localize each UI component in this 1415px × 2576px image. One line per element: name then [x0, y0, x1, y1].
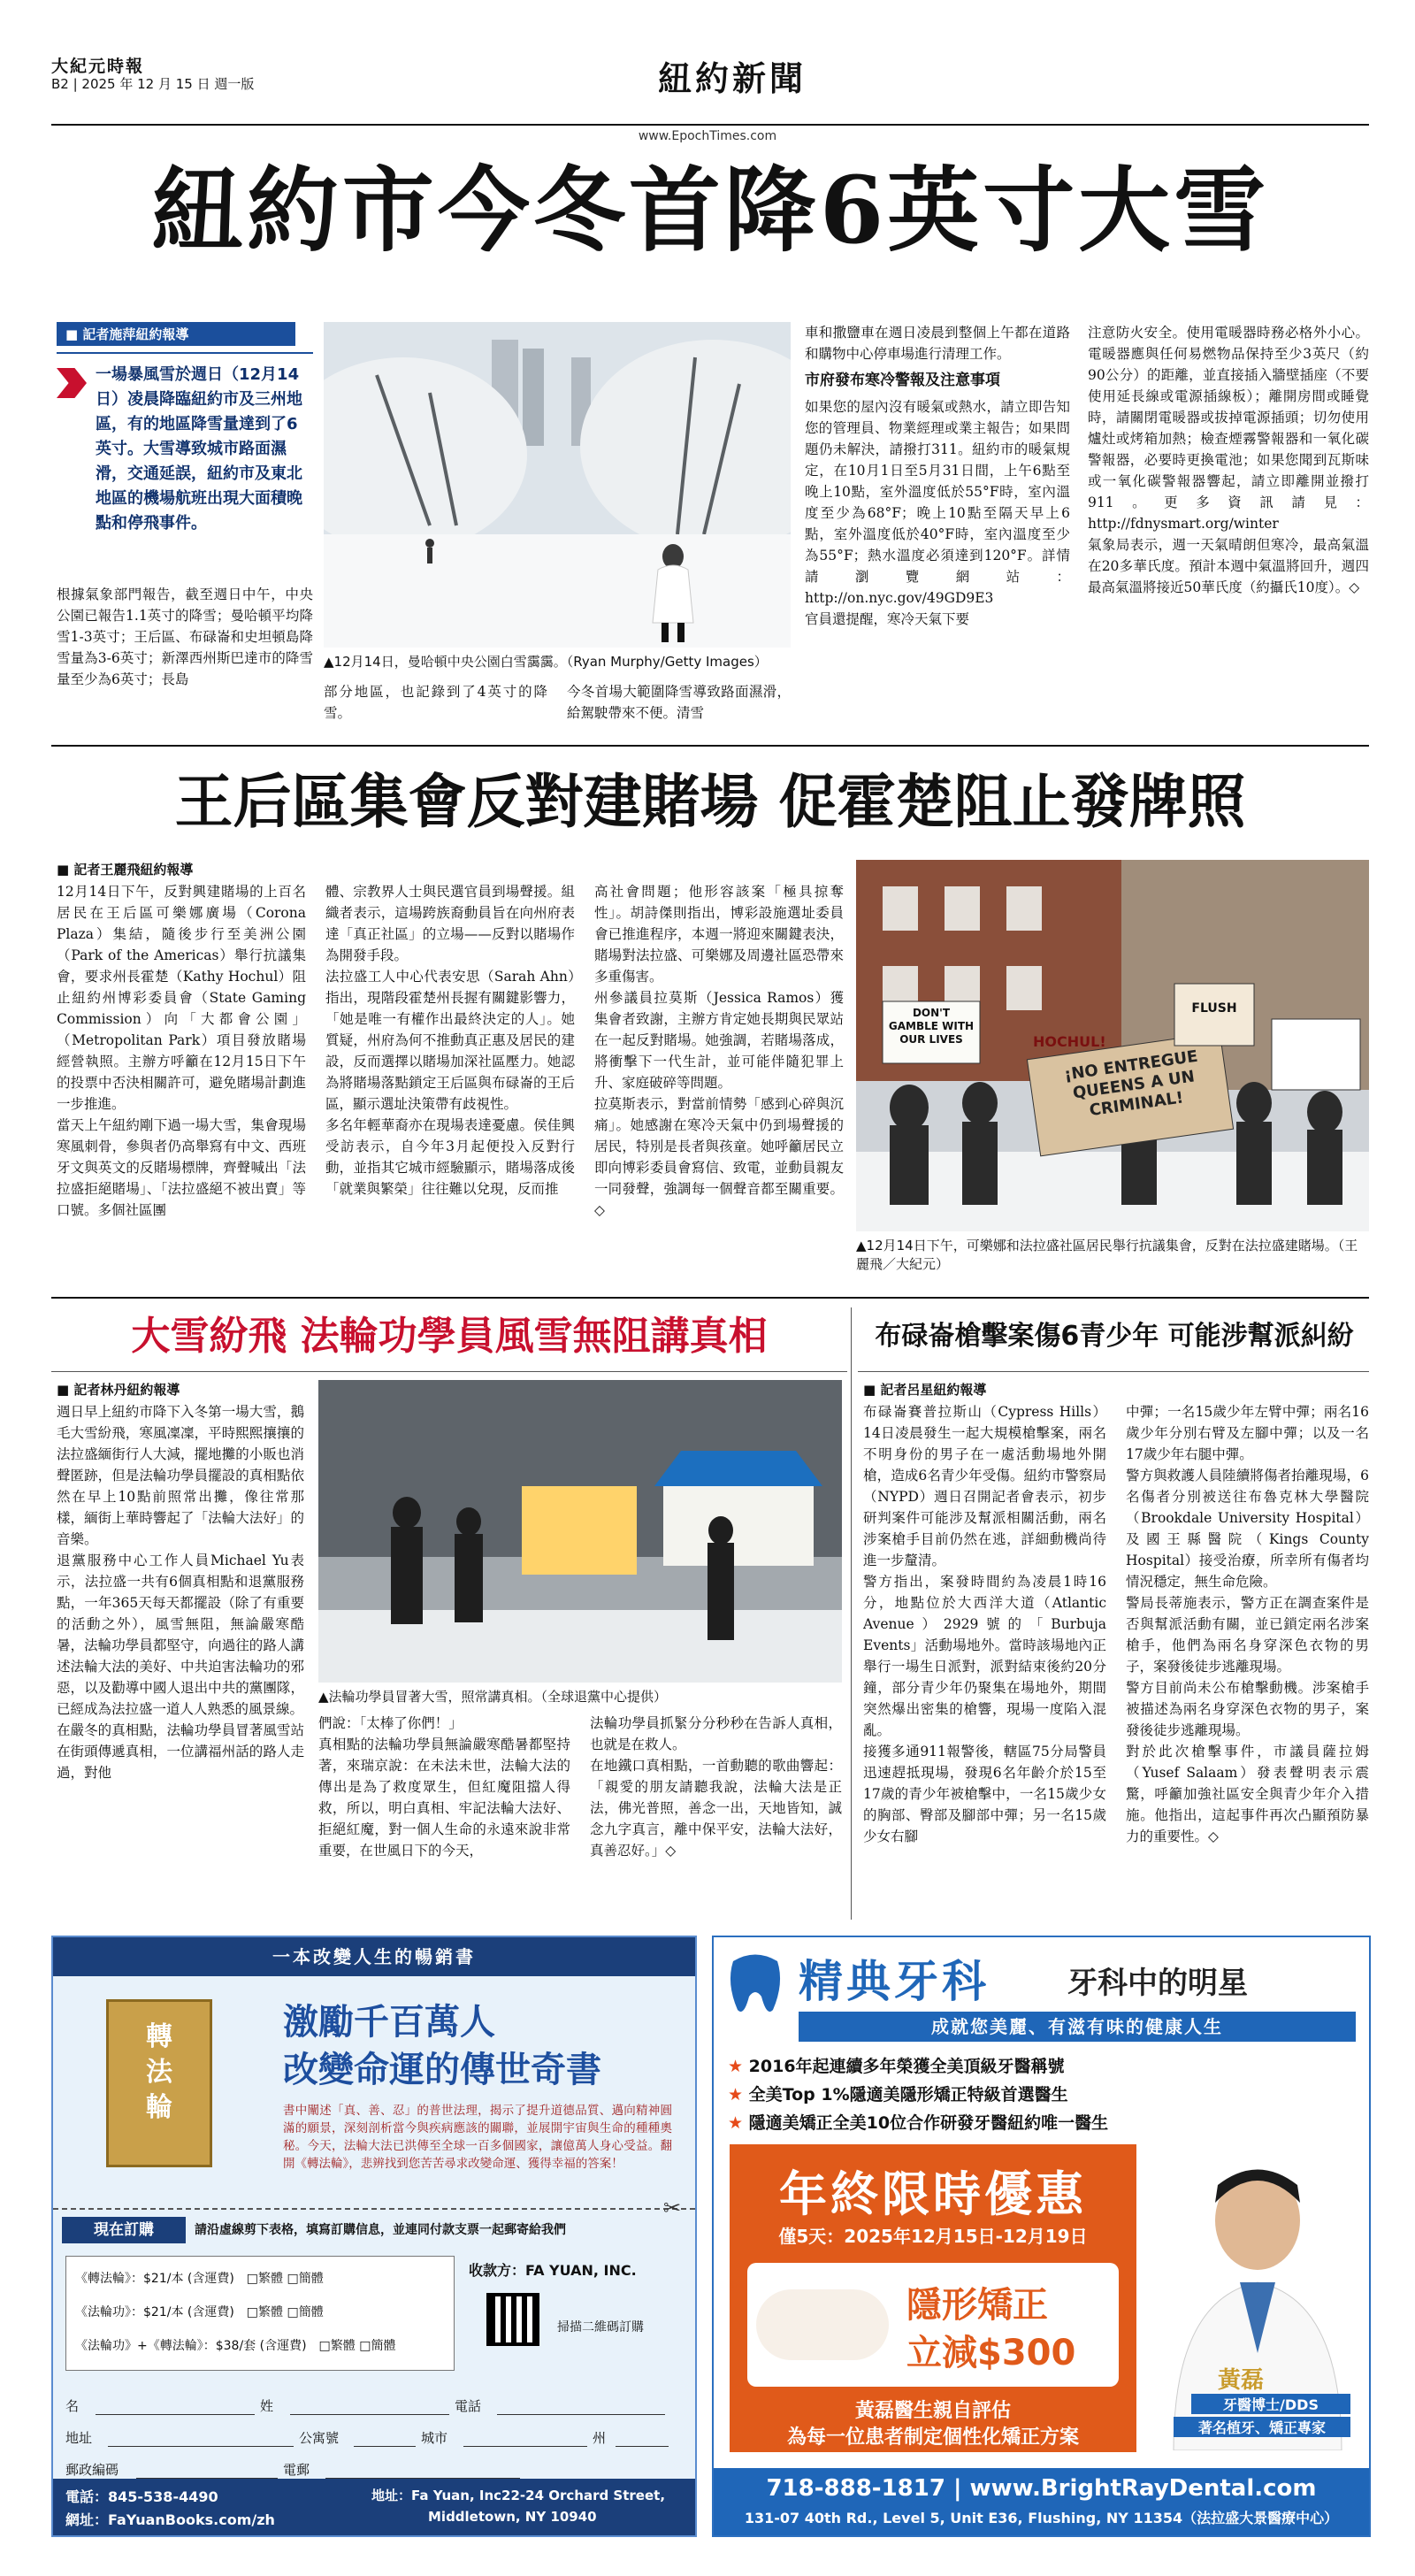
apt-field[interactable] [354, 2429, 416, 2447]
sign-3: ¡NO ENTREGUE QUEENS A UN CRIMINAL! [1062, 1046, 1199, 1121]
order-item-1[interactable]: 《轉法輪》：$21/本 (含運費) □繁體 □簡體 [75, 2272, 324, 2286]
last-name-field[interactable] [290, 2397, 449, 2415]
story1-photo-caption: ▲12月14日，曼哈頓中央公園白雪靄靄。（Ryan Murphy/Getty Images） [324, 654, 768, 670]
order-label: 現在訂購 [62, 2217, 186, 2243]
scissors-icon: ✂ [663, 2196, 682, 2220]
page-info: B2 | 2025 年 12 月 15 日 週一版 [51, 76, 255, 92]
phone-field[interactable] [497, 2397, 665, 2415]
story2-photo-caption: ▲12月14日下午，可樂娜和法拉盛社區居民舉行抗議集會，反對在法拉盛建賭場。（王麗飛／大紀元） [856, 1238, 1358, 1272]
assess-line2: 為每一位患者制定個性化矯正方案 [786, 2426, 1079, 2449]
address-field[interactable] [108, 2429, 294, 2447]
story1-col2: 部分地區，也記錄到了4英寸的降雪。 [324, 684, 547, 721]
book-ad-banner: 一本改變人生的暢銷書 [53, 1937, 695, 1976]
story1-col4 [805, 322, 1070, 731]
story2-headline: 王后區集會反對建賭場 促霍楚阻止發牌照 [174, 768, 1246, 836]
story2-col1: 12月14日下午，反對興建賭場的上百名居民在王后區可樂娜廣場（Corona Plaza）集結，隨後步行至美洲公園（Park of the Americas）舉行抗議集會，要求州長霍楚（Kathy Hochul）阻止紐約州博彩委員會（State Gaming Commission）向「大都會公園」（Metropolitan Park）項目發放賭場經營執照。主辦方呼籲在12月15日下午的投票中否決相關許可，避免賭場計劃進一步推進。 當天上午紐約剛下過一場大雪，集會現場寒風刺骨，參與者仍高舉寫有中文、西班牙文與英文的反賭場標牌，齊聲喊出「法拉盛拒絕賭場」、「法拉盛絕不被出賣」等口號。多個社區團 [57, 884, 306, 1218]
doctor-title2: 著名植牙、矯正專家 [1174, 2417, 1350, 2437]
doctor-photo [1156, 2150, 1359, 2450]
order-item-3[interactable]: 《法輪功》+《轉法輪》：$38/套 (含運費) □繁體 □簡體 [75, 2339, 396, 2353]
story1-subhead: 市府發布寒冷警報及注意事項 [805, 372, 1000, 389]
lede-arrow-icon [57, 368, 87, 398]
story3-col3: 法輪功學員抓緊分分秒秒在告訴人真相，也就是在救人。 在地鐵口真相點，一首動聽的歌曲響起：「親愛的朋友請聽我說，法輪大法是正法，佛光普照，善念一出，天地皆知，誠念九字真言，離中保平安，法輪大法好，真善忍好。」◇ [590, 1715, 842, 1859]
story4-col1: 布碌崙賽普拉斯山（Cypress Hills）14日凌晨發生一起大規模槍擊案，兩名不明身份的男子在一處活動場地外開槍，造成6名青少年受傷。紐約市警察局（NYPD）週日召開記者會表示，初步研判案件可能涉及幫派相關活動，兩名涉案槍手目前仍然在逃，詳細動機尚待進一步釐清。 警方指出，案發時間約為凌晨1時16分，地點位於大西洋大道（Atlantic Avenue）2929號的「Burbuja Events」活動場地外。當時該場地內正舉行一場生日派對，派對結束後約20分鐘，部分青少年仍聚集在場地外，期間突然爆出密集的槍響，現場一度陷入混亂。 接獲多通911報警後，轄區75分局警員迅速趕抵現場，發現6名年齡介於15至17歲的青少年被槍擊中，一名15歲少女的胸部、臀部及腳部中彈；另一名15歲少女右腳 [863, 1404, 1106, 1844]
offer-box [747, 2263, 1119, 2387]
story1-headline: 紐約市今冬首降6英寸大雪 [150, 156, 1270, 264]
order-item-2[interactable]: 《法輪功》：$21/本 (含運費) □繁體 □簡體 [75, 2305, 324, 2319]
book-ad-address1: 地址：Fa Yuan, Inc22-24 Orchard Street, [371, 2488, 666, 2503]
book-ad-title2: 改變命運的傳世奇書 [283, 2049, 601, 2090]
story3-byline: ■ 記者林丹紐約報導 [57, 1382, 180, 1398]
story4-rule [858, 1371, 1369, 1372]
newspaper-brand: 大紀元時報 [51, 57, 145, 76]
star-icon: ★ [728, 2085, 749, 2104]
dental-point-2: 全美Top 1%隱適美隱形矯正特級首選醫生 [748, 2085, 1068, 2104]
dental-point-3: 隱適美矯正全美10位合作研發牙醫紐約唯一醫生 [748, 2113, 1109, 2133]
story1-col5-wrap [1088, 322, 1369, 731]
book-ad-title1: 激勵千百萬人 [283, 2001, 495, 2043]
story1-col3: 今冬首場大範圍降雪導致路面濕滑，給駕駛帶來不便。清雪 [567, 684, 791, 721]
story4-col2: 中彈；一名15歲少年左臂中彈；兩名16歲少年分別右臂及左腳中彈；以及一名17歲少年右腿中彈。 警方與救護人員陸續將傷者抬離現場，6名傷者分別被送往布魯克林大學醫院（Brookdale University Hospital）及國王縣醫院（Kings County Hospital）接受治療，所幸所有傷者均情況穩定，無生命危險。 警局長蒂施表示，警方正在調查案件是否與幫派活動有關，並已鎖定兩名涉案槍手，他們為兩名身穿深色衣物的男子，案發後徒步逃離現場。 警方目前尚未公布槍擊動機。涉案槍手被描述為兩名身穿深色衣物的男子，案發後徒步逃離現場。 對於此次槍擊事件，市議員薩拉姆（Yusef Salaam）發表聲明表示震驚，呼籲加強社區安全與青少年介入措施。他指出，這起事件再次凸顯預防暴力的重要性。◇ [1126, 1404, 1369, 1844]
dental-ad [712, 1936, 1371, 2537]
story2-col3: 高社會問題；他形容該案「極具掠奪性」。胡詩傑則指出，博彩設施選址委員會已推進程序，本週一將迎來關鍵表決，賭場對法拉盛、可樂娜及周邊社區恐帶來多重傷害。 州參議員拉莫斯（Jessica Ramos）獲集會者致謝，主辦方肯定她長期與民眾站在一起反對賭場。她強調，若賭場落成，將衝擊下一代生計，並可能伴隨犯罪上升、家庭破碎等問題。 拉莫斯表示，對當前情勢「感到心碎與沉痛」。她感謝在寒冷天氣中仍到場聲援的居民，特別是長者與孩童。她呼籲居民立即向博彩委員會寫信、致電，並動員親友一同發聲，強調每一個聲音都至關重要。◇ [594, 884, 844, 1218]
snow-scene-illustration [324, 322, 791, 648]
section-title: 紐約新聞 [657, 58, 807, 98]
promo-box [730, 2144, 1136, 2452]
story4-headline: 布碌崙槍擊案傷6青少年 可能涉幫派糾紛 [875, 1321, 1354, 1352]
dental-points [728, 2052, 1347, 2137]
promo-dates: 僅5天：2025年12月15日-12月19日 [778, 2226, 1088, 2247]
header-rule [51, 124, 1369, 126]
book-ad-web[interactable]: 網址：FaYuanBooks.com/zh [65, 2511, 275, 2528]
qr-code-icon[interactable] [486, 2293, 539, 2346]
field-label-zip: 郵政編碼 [65, 2462, 119, 2478]
story3-col2: 們說：「太棒了你們！」 真相點的法輪功學員無論嚴寒酷暑都堅持著，來瑞京說：在未法未世，法輪大法的傳出是為了救度眾生，但紅魔阻擋人得救，所以，明白真相、牢記法輪大法好、拒絕紅魔，對一個人生命的永遠來說非常重要，在世風日下的今天， [318, 1715, 570, 1859]
cut-line [53, 2208, 695, 2210]
book-ad-phone: 電話：845-538-4490 [65, 2488, 218, 2505]
field-label-last: 姓 [260, 2398, 274, 2414]
story1-lede: 一場暴風雪於週日（12月14日）凌晨降臨紐約市及三州地區，有的地區降雪量達到了6英寸。大雪導致城市路面濕滑，交通延誤，紐約市及東北地區的機場航班出現大面積晚點和停飛事件。 [96, 365, 302, 533]
field-label-phone: 電話 [455, 2398, 482, 2414]
story3-rule [51, 1371, 847, 1372]
field-label-city: 城市 [421, 2430, 448, 2446]
story2-col2: 體、宗教界人士與民選官員到場聲援。組織者表示，這場跨族裔動員旨在向州府表達「真正社區」的立場——反對以賭場作為開發手段。 法拉盛工人中心代表安思（Sarah Ahn）指出，現階段霍楚州長握有關鍵影響力，「她是唯一有權作出最終決定的人」。她質疑，州府為何不推動真正惠及居民的建設，反而選擇以賭場加深社區壓力。她認為將賭場落點鎖定王后區與布碌崙的王后區，顯示選址決策帶有歧視性。 多名年輕華裔亦在現場表達憂慮。侯佳興受訪表示，自今年3月起便投入反對行動，並指其它城市經驗顯示，賭場落成後「就業與繁榮」往往難以兌現，反而推 [325, 884, 575, 1197]
city-field[interactable] [463, 2429, 587, 2447]
story1-rule [51, 745, 1369, 747]
story1-col5: 注意防火安全。使用電暖器時務必格外小心。電暖器應與任何易燃物品保持至少3英尺（約90公分）的距離，並直接插入牆壁插座（不要使用延長線或電源插線板）；離開房間或睡覺時，請關閉電暖器或拔掉電源插頭；切勿使用爐灶或烤箱加熱；檢查煙霧警報器和一氧化碳警報器，必要時更換電池；如果您聞到瓦斯味或一氧化碳警報器響起，請立即離開並撥打911。更多資訊請見：http://fdnysmart.org/winter 氣象局表示，週一天氣晴朗但寒冷，最高氣溫在20多華氏度。預計本週中氣溫將回升，週四最高氣溫將接近50華氏度（約攝氏10度）。◇ [1088, 325, 1369, 595]
star-icon: ★ [728, 2057, 749, 2076]
order-form [65, 2385, 685, 2479]
story1-col4b: 如果您的屋內沒有暖氣或熱水，請立即告知您的管理員、物業經理或業主報告；如果問題仍未解決，請撥打311。紐約市的暖氣規定，在10月1日至5月31日間，上午6點至晚上10點，室外溫度低於55°F時，室內溫度至少為68°F；晚上10點至隔天早上6點，室外溫度低於40°F時，室內溫度至少為55°F；熱水溫度必須達到120°F。詳情請瀏覽網站：http://on.nyc.gov/49GD9E3 官員還提醒，寒冷天氣下要 [805, 399, 1070, 627]
sign-2: HOCHUL! [1033, 1033, 1106, 1050]
story2-rule [51, 1297, 1369, 1299]
field-label-first: 名 [65, 2398, 80, 2414]
first-name-field[interactable] [96, 2397, 255, 2415]
qr-label: 掃描二維碼訂購 [557, 2320, 644, 2334]
book-ad-desc: 書中闡述「真、善、忍」的普世法理，揭示了提升道德品質、邁向精神圓滿的願景，深刻剖析當今與疾病應該的關聯，並展開宇宙與生命的種種奧秘。今天，法輪大法已洪傳至全球一百多個國家，讓億萬人身心受益。翻開《轉法輪》，悲辨找到您苦苦尋求改變命運、獲得幸福的答案！ [283, 2104, 672, 2171]
dental-point-1: 2016年起連續多年榮獲全美頂級牙醫稱號 [748, 2057, 1065, 2076]
book-cover-title: 轉法輪 [146, 2021, 172, 2123]
story1-col4a: 車和撒鹽車在週日凌晨到整個上午都在道路和購物中心停車場進行清理工作。 [805, 325, 1070, 362]
book-cover [106, 1999, 212, 2167]
field-label-state: 州 [593, 2430, 607, 2446]
assess-line1: 黃磊醫生親自評估 [854, 2400, 1011, 2422]
field-label-apt: 公寓號 [299, 2430, 340, 2446]
star-icon: ★ [728, 2113, 749, 2133]
offer-line1: 隱形矯正 [906, 2285, 1048, 2326]
field-label-email: 電郵 [283, 2462, 310, 2478]
sign-4: FLUSH [1191, 1001, 1237, 1016]
masthead [51, 53, 1369, 96]
dental-footer [714, 2468, 1369, 2535]
story1-byline: ■ 記者施萍紐約報導 [57, 322, 295, 346]
dental-contact[interactable]: 718-888-1817 | www.BrightRayDental.com [766, 2475, 1317, 2502]
state-field[interactable] [616, 2429, 669, 2447]
story4-byline: ■ 記者呂星紐約報導 [863, 1382, 987, 1398]
story2-byline: ■ 記者王麗飛紐約報導 [57, 862, 194, 878]
story3-headline: 大雪紛飛 法輪功學員風雪無阻講真相 [131, 1314, 768, 1359]
payee: 收款方：FA YUAN, INC. [469, 2262, 637, 2279]
rally-photo [856, 860, 1369, 1231]
order-items [65, 2256, 455, 2371]
dental-address: 131-07 40th Rd., Level 5, Unit E36, Flushing, NY 11354（法拉盛大景醫療中心） [744, 2510, 1339, 2526]
dental-brand: 精典牙科 [799, 1956, 990, 2007]
tooth-logo-icon [724, 1948, 786, 2019]
street-photo [318, 1380, 842, 1683]
story1-col1: 根據氣象部門報告，截至週日中午，中央公園已報告1.1英寸的降雪；曼哈頓平均降雪1-3英寸；王后區、布碌崙和史坦頓島降雪量為3-6英寸；新澤西州斯巴達市的降雪量至少為6英寸；長島 [57, 586, 313, 687]
story3-col1: 週日早上紐約市降下入冬第一場大雪，鵝毛大雪紛飛，寒風凜凜，平時熙熙攘攘的法拉盛緬街行人大減，擺地攤的小販也消聲匿跡，但是法輪功學員擺設的真相點依然在早上10點前照常出攤，像往常那樣，緬街上華時響起了「法輪大法好」的音樂。 退黨服務中心工作人員Michael Yu表示，法拉盛一共有6個真相點和退黨服務點，一年365天每天都擺設（除了有重要的活動之外），風雪無阻，無論嚴寒酷暑，法輪功學員都堅守，向過往的路人講述法輪大法的美好、中共迫害法輪功的邪惡，以及勸導中國人退出中共的黨團隊，已經成為法拉盛一道人人熟悉的風景線。 在嚴冬的真相點，法輪功學員冒著風雪站在街頭傳遞真相，一位講福州話的路人走過，對他 [57, 1404, 304, 1781]
zip-field[interactable] [136, 2461, 278, 2479]
email-field[interactable] [325, 2461, 520, 2479]
doctor-name: 黃磊 [1218, 2367, 1265, 2394]
doctor-title1: 牙醫博士/DDS [1191, 2394, 1350, 2414]
column-divider [851, 1307, 852, 1920]
sign-1: DON'T GAMBLE WITH OUR LIVES [888, 1007, 975, 1046]
website-url: www.EpochTimes.com [638, 129, 777, 143]
story3-photo-caption: ▲法輪功學員冒著大雪，照常講真相。（全球退黨中心提供） [318, 1689, 668, 1705]
book-ad [51, 1936, 697, 2537]
field-label-address: 地址 [65, 2430, 93, 2446]
promo-title: 年終限時優惠 [779, 2166, 1087, 2222]
book-ad-footer [53, 2479, 695, 2535]
street-scene-illustration [318, 1380, 842, 1683]
dental-slogan: 牙科中的明星 [1067, 1966, 1248, 2001]
story1-lede-box [57, 352, 313, 556]
teeth-icon [756, 2289, 889, 2360]
offer-line2: 立減$300 [906, 2333, 1076, 2373]
dental-tagline: 成就您美麗、有滋有味的健康人生 [799, 2012, 1356, 2042]
book-ad-address2: Middletown, NY 10940 [428, 2509, 597, 2525]
order-note: 請沿虛線剪下表格，填寫訂購信息，並連同付款支票一起郵寄給我們 [195, 2223, 566, 2237]
snow-park-photo [324, 322, 791, 648]
